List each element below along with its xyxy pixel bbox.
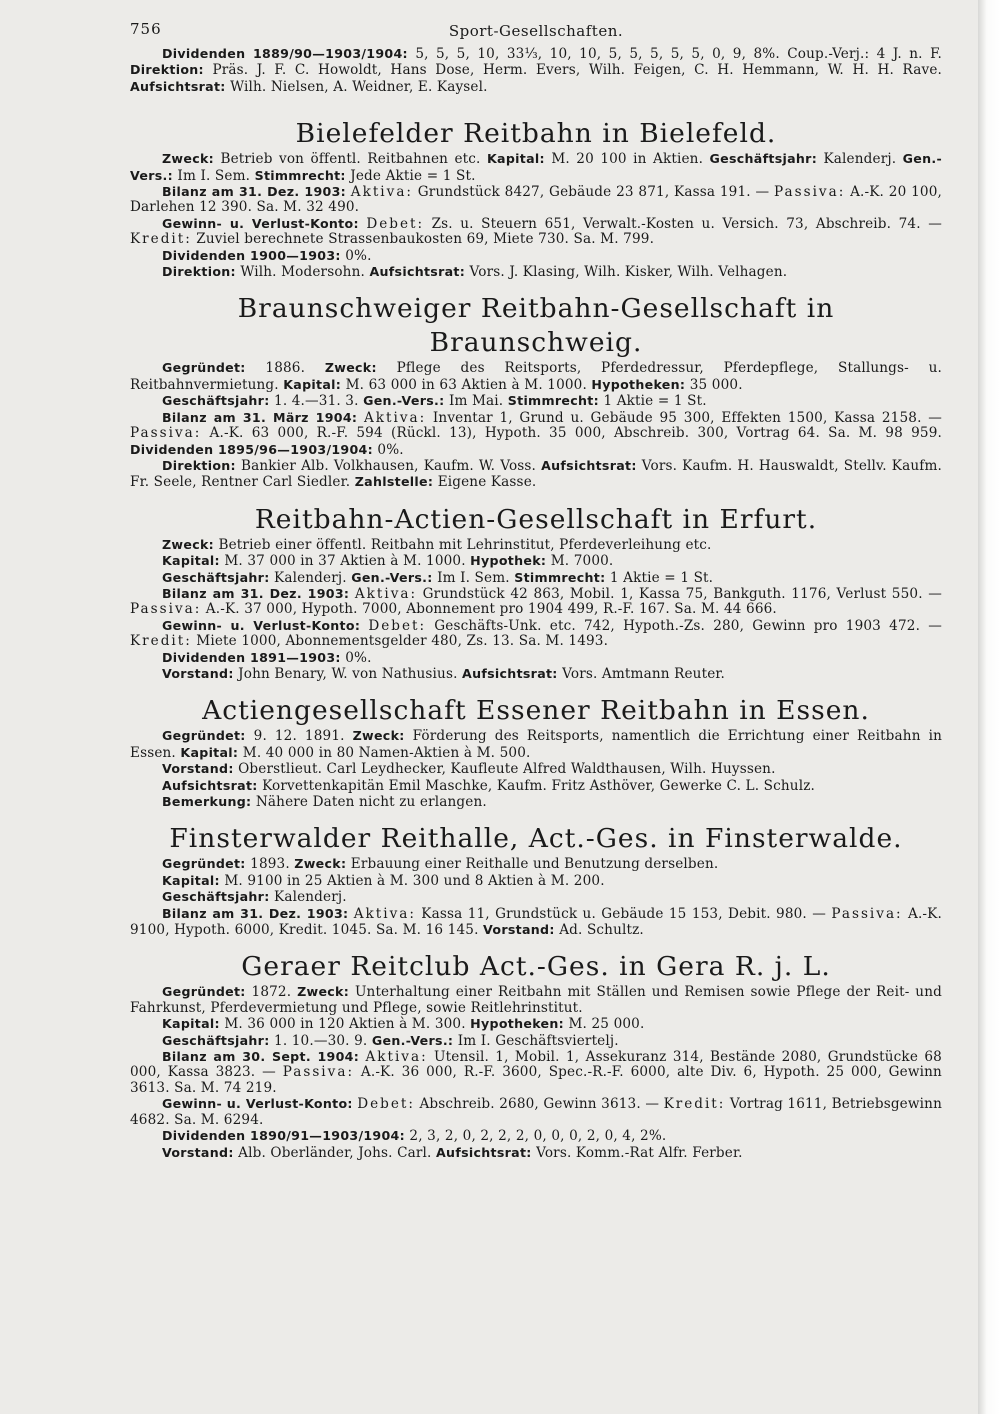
company-title: Finsterwalder Reithalle, Act.-Ges. in Finsterwalde. — [169, 823, 903, 855]
field-value: Im Mai. — [448, 393, 504, 410]
company-title: Reitbahn-Actien-Gesellschaft in Erfurt. — [254, 503, 818, 535]
field-value: Vortrag 1611, Betriebsgewinn 4682. Sa. M. 6294. — [130, 1096, 942, 1128]
field-value: Abschreib. 2680, Gewinn 3613. — — [419, 1096, 660, 1113]
field-label: Aufsichtsrat: — [130, 78, 226, 94]
company-body — [130, 856, 942, 872]
field-label: Gewinn- u. Verlust-Konto: — [162, 617, 361, 633]
field-label: Zweck: — [324, 360, 377, 376]
field-value: Kalenderj. — [823, 151, 897, 168]
field-value: Geschäfts-Unk. etc. 742, Hypoth.-Zs. 280, Gewinn pro 1903 472. — — [434, 617, 942, 634]
field-label: Hypothek: — [470, 553, 547, 569]
field-value: Eigene Kasse. — [437, 474, 537, 491]
field-label: Kapital: — [283, 376, 342, 392]
field-value: Oberstlieut. Carl Leydhecker, Kaufleute Alfred Waldthausen, Wilh. Huyssen. — [238, 761, 776, 778]
field-label: Gen.-Vers.: — [351, 569, 433, 585]
dividend-paragraph — [130, 248, 942, 264]
company-entry — [130, 117, 942, 280]
field-value: Betrieb von öffentl. Reitbahnen etc. — [220, 151, 481, 168]
field-value: 0%. — [377, 441, 404, 458]
field-label: Hypotheken: — [470, 1016, 564, 1032]
field-label: Kapital: — [162, 872, 220, 888]
field-label: Geschäftsjahr: — [162, 889, 270, 905]
field-value: Betrieb einer öffentl. Reitbahn mit Lehrinstitut, Pferdeverleihung etc. — [218, 536, 712, 553]
field-label: Stimmrecht: — [254, 167, 346, 183]
field-value: Im I. Sem. — [437, 569, 510, 586]
field-value: Vors. Komm.-Rat Alfr. Ferber. — [536, 1144, 743, 1161]
capital-paragraph — [130, 1016, 942, 1032]
field-label: Passiva: — [773, 184, 846, 201]
company-entry — [130, 694, 942, 810]
field-label: Geschäftsjahr: — [709, 151, 818, 167]
field-value: Im I. Geschäftsviertelj. — [457, 1032, 619, 1049]
field-label: Kapital: — [180, 744, 239, 760]
field-value: A.-K. 9100, Hypoth. 6000, Kredit. 1045. Sa. M. 16 145. — [130, 905, 942, 939]
field-value: Kassa 11, Grundstück u. Gebäude 15 153, Debit. 980. — — [421, 905, 826, 922]
field-label: Aufsichtsrat: — [369, 264, 466, 280]
field-value: 5, 5, 5, 10, 33⅓, 10, 10, 5, 5, 5, 5, 5, 0, 9, 8%. Coup.-Verj.: 4 J. n. F. — [415, 46, 942, 62]
company-body — [130, 151, 942, 184]
field-value: 2, 3, 2, 0, 2, 2, 2, 0, 0, 0, 2, 0, 4, 2%. — [409, 1128, 667, 1145]
field-label: Gewinn- u. Verlust-Konto: — [162, 215, 359, 231]
field-label: Kredit: — [130, 633, 192, 650]
balance-paragraph — [130, 410, 942, 458]
profit-loss-paragraph — [130, 216, 942, 248]
field-value: M. 9100 in 25 Aktien à M. 300 und 8 Aktien à M. 200. — [224, 872, 605, 889]
field-label: Geschäftsjahr: — [162, 393, 270, 409]
field-value: A.-K. 36 000, R.-F. 3600, Spec.-R.-F. 6000, alte Div. 6, Hypoth. 25 000, Gewinn 3613. Sa. M. 74 219. — [130, 1064, 942, 1096]
field-value: Wilh. Modersohn. — [240, 264, 365, 281]
profit-loss-paragraph — [130, 1096, 942, 1128]
field-value: 0%. — [345, 247, 372, 264]
field-value: Förderung des Reitsports, namentlich die Errichtung einer Reitbahn in Essen. — [130, 728, 942, 761]
field-label: Gegründet: — [162, 984, 246, 1000]
field-value: Grundstück 42 863, Mobil. 1, Kassa 75, Bankguth. 1176, Verlust 550. — — [422, 585, 942, 602]
remark-paragraph — [130, 794, 942, 810]
field-label: Passiva: — [282, 1064, 355, 1081]
field-value: M. 40 000 in 80 Namen-Aktien à M. 500. — [242, 744, 531, 761]
field-value: Utensil. 1, Mobil. 1, Assekuranz 314, Bestände 2080, Grundstücke 68 000, Kassa 3823. — — [130, 1049, 942, 1081]
dividend-paragraph — [130, 650, 942, 666]
field-label: Debet: — [357, 1096, 415, 1113]
field-label: Dividenden 1889/90—1903/1904: — [162, 46, 408, 61]
field-value: Korvettenkapitän Emil Maschke, Kaufm. Fritz Asthöver, Gewerke C. L. Schulz. — [262, 777, 815, 794]
company-entry — [130, 950, 942, 1160]
balance-paragraph — [130, 184, 942, 216]
field-value: M. 20 100 in Aktien. — [551, 151, 704, 168]
field-label: Passiva: — [130, 601, 202, 618]
field-label: Aufsichtsrat: — [436, 1144, 532, 1160]
field-value: Kalenderj. — [274, 889, 347, 906]
field-label: Direktion: — [130, 62, 204, 78]
field-label: Geschäftsjahr: — [162, 569, 270, 585]
field-label: Kredit: — [663, 1096, 726, 1113]
meeting-paragraph — [130, 889, 942, 905]
field-label: Kapital: — [486, 151, 545, 167]
field-label: Direktion: — [162, 264, 236, 280]
company-entry — [130, 822, 942, 938]
field-label: Zahlstelle: — [354, 474, 434, 490]
field-value: Jede Aktie = 1 St. — [350, 167, 476, 184]
field-label: Kredit: — [130, 231, 192, 248]
field-label: Vorstand: — [162, 761, 234, 777]
management-paragraph — [130, 264, 942, 280]
company-body — [130, 728, 942, 761]
profit-loss-paragraph — [130, 618, 942, 650]
field-value: M. 36 000 in 120 Aktien à M. 300. — [224, 1016, 466, 1033]
management-paragraph — [130, 761, 942, 777]
field-label: Dividenden 1895/96—1903/1904: — [130, 441, 373, 457]
company-entry — [130, 503, 942, 683]
field-label: Kapital: — [162, 1016, 220, 1032]
field-value: Bankier Alb. Volkhausen, Kaufm. W. Voss. — [240, 457, 536, 474]
field-label: Aktiva: — [353, 905, 416, 922]
field-label: Aktiva: — [363, 409, 427, 426]
field-label: Bilanz am 31. Dez. 1903: — [162, 184, 347, 200]
field-label: Aufsichtsrat: — [162, 777, 258, 793]
field-label: Gegründet: — [162, 360, 246, 376]
field-value: 9. 12. 1891. — [253, 728, 345, 745]
field-value: 1886. — [265, 360, 306, 377]
field-value: Im I. Sem. — [177, 167, 251, 184]
field-value: A.-K. 20 100, Darlehen 12 390. Sa. M. 32 490. — [130, 184, 942, 216]
field-value: Zuviel berechnete Strassenbaukosten 69, Miete 730. Sa. M. 799. — [196, 231, 655, 248]
field-label: Bilanz am 30. Sept. 1904: — [162, 1049, 360, 1065]
balance-paragraph — [130, 906, 942, 939]
field-label: Bilanz am 31. Dez. 1903: — [162, 585, 350, 601]
field-label: Passiva: — [831, 905, 903, 922]
field-value: 1. 4.—31. 3. — [274, 393, 359, 410]
intro-entry — [130, 46, 942, 95]
page-edge — [978, 0, 1000, 1414]
field-label: Zweck: — [297, 984, 350, 1000]
field-label: Stimmrecht: — [507, 393, 599, 409]
field-label: Gegründet: — [162, 856, 246, 872]
field-label: Bemerkung: — [162, 794, 252, 809]
field-label: Debet: — [366, 215, 425, 232]
field-value: Ad. Schultz. — [559, 922, 644, 939]
field-value: Unterhaltung einer Reitbahn mit Ställen und Remisen sowie Pflege der Reit- und Fahrkunst, Pferdevermietung und Pflege, sowie Reitlehrinstitut. — [130, 984, 942, 1016]
supervisory-paragraph — [130, 778, 942, 794]
intro-paragraph — [130, 46, 942, 95]
field-label: Vorstand: — [162, 1144, 234, 1160]
management-paragraph — [130, 666, 942, 682]
dividend-paragraph — [130, 1128, 942, 1144]
field-label: Bilanz am 31. März 1904: — [162, 409, 358, 425]
field-label: Kapital: — [162, 553, 220, 569]
company-title: Braunschweiger Reitbahn-Gesellschaft in Braunschweig. — [237, 293, 835, 359]
field-value: Vors. J. Klasing, Wilh. Kisker, Wilh. Velhagen. — [469, 264, 788, 281]
field-label: Aktiva: — [350, 184, 414, 201]
company-title: Actiengesellschaft Essener Reitbahn in Essen. — [202, 695, 870, 727]
field-value: Grundstück 8427, Gebäude 23 871, Kassa 191. — — [417, 184, 770, 201]
meeting-paragraph — [130, 570, 942, 586]
field-value: A.-K. 63 000, R.-F. 594 (Rückl. 13), Hypoth. 35 000, Abschreib. 300, Vortrag 64. Sa. M. 98 959. — [209, 425, 942, 442]
field-value: Erbauung einer Reithalle und Benutzung derselben. — [350, 856, 719, 873]
field-value: 1. 10.—30. 9. — [274, 1032, 368, 1049]
field-label: Dividenden 1900—1903: — [162, 247, 341, 263]
field-label: Aktiva: — [365, 1049, 428, 1066]
field-value: Pflege des Reitsports, Pferdedressur, Pferdepflege, Stallungs- u. Reitbahnvermietung. — [130, 360, 942, 393]
field-value: 1 Aktie = 1 St. — [609, 569, 714, 586]
field-label: Aufsichtsrat: — [541, 457, 637, 473]
running-title: Sport-Gesellschaften. — [448, 22, 624, 40]
field-value: M. 37 000 in 37 Aktien à M. 1000. — [224, 553, 466, 570]
field-label: Zweck: — [162, 536, 214, 552]
field-value: Wilh. Nielsen, A. Weidner, E. Kaysel. — [230, 78, 488, 95]
field-label: Vorstand: — [483, 922, 555, 938]
field-label: Dividenden 1891—1903: — [162, 649, 341, 665]
management-paragraph — [130, 458, 942, 491]
field-value: Vors. Kaufm. H. Hauswaldt, Stellv. Kaufm. Fr. Seele, Rentner Carl Siedler. — [130, 457, 942, 491]
company-entry — [130, 292, 942, 490]
field-value: Miete 1000, Abonnementsgelder 480, Zs. 13. Sa. M. 1493. — [196, 633, 609, 650]
field-value: Präs. J. F. C. Howoldt, Hans Dose, Herm. Evers, Wilh. Feigen, C. H. Hemmann, W. H. H. Rave. — [212, 62, 942, 79]
management-paragraph — [130, 1145, 942, 1161]
running-head — [130, 14, 942, 40]
field-value: John Benary, W. von Nathusius. — [238, 665, 458, 682]
field-label: Aktiva: — [354, 585, 418, 602]
field-value: A.-K. 37 000, Hypoth. 7000, Abonnement pro 1904 499, R.-F. 167. Sa. M. 44 666. — [205, 601, 777, 618]
field-value: Vors. Amtmann Reuter. — [562, 665, 726, 682]
field-label: Debet: — [368, 617, 427, 634]
field-label: Geschäftsjahr: — [162, 1032, 270, 1048]
field-label: Passiva: — [130, 425, 202, 442]
company-body — [130, 537, 942, 553]
field-value: Nähere Daten nicht zu erlangen. — [255, 794, 487, 810]
field-label: Gen.-Vers.: — [130, 151, 942, 183]
field-label: Dividenden 1890/91—1903/1904: — [162, 1128, 405, 1144]
field-value: 0%. — [345, 649, 372, 666]
field-value: 35 000. — [689, 376, 743, 393]
field-value: Inventar 1, Grund u. Gebäude 95 300, Effekten 1500, Kassa 2158. — — [432, 409, 942, 426]
field-value: 1893. — [250, 856, 290, 873]
balance-paragraph — [130, 1049, 942, 1096]
field-value: 1 Aktie = 1 St. — [603, 393, 707, 410]
meeting-paragraph — [130, 1033, 942, 1049]
field-label: Hypotheken: — [591, 376, 686, 392]
field-value: Alb. Oberländer, Johs. Carl. — [238, 1144, 432, 1161]
field-value: M. 63 000 in 63 Aktien à M. 1000. — [345, 376, 587, 393]
field-label: Gen.-Vers.: — [363, 393, 445, 409]
meeting-paragraph — [130, 393, 942, 409]
balance-paragraph — [130, 586, 942, 618]
field-label: Stimmrecht: — [514, 569, 606, 585]
page-number: 756 — [130, 20, 162, 38]
field-value: 1872. — [251, 984, 292, 1001]
field-value: M. 7000. — [550, 553, 614, 570]
capital-paragraph — [130, 553, 942, 569]
field-label: Gegründet: — [162, 728, 246, 744]
field-value: Zs. u. Steuern 651, Verwalt.-Kosten u. Versich. 73, Abschreib. 74. — — [431, 215, 942, 232]
company-title: Geraer Reitclub Act.-Ges. in Gera R. j. L. — [241, 951, 831, 983]
company-body — [130, 360, 942, 393]
capital-paragraph — [130, 873, 942, 889]
field-value: Kalenderj. — [274, 569, 347, 586]
field-label: Vorstand: — [162, 665, 234, 681]
field-label: Zweck: — [352, 728, 405, 744]
field-label: Aufsichtsrat: — [462, 665, 558, 681]
company-title: Bielefelder Reitbahn in Bielefeld. — [295, 118, 777, 150]
field-label: Gen.-Vers.: — [371, 1032, 454, 1048]
field-label: Bilanz am 31. Dez. 1903: — [162, 905, 349, 921]
company-body — [130, 984, 942, 1016]
field-label: Zweck: — [294, 856, 347, 872]
field-label: Gewinn- u. Verlust-Konto: — [162, 1096, 353, 1112]
field-label: Direktion: — [162, 457, 236, 473]
field-value: M. 25 000. — [568, 1016, 645, 1033]
field-label: Zweck: — [162, 151, 214, 167]
